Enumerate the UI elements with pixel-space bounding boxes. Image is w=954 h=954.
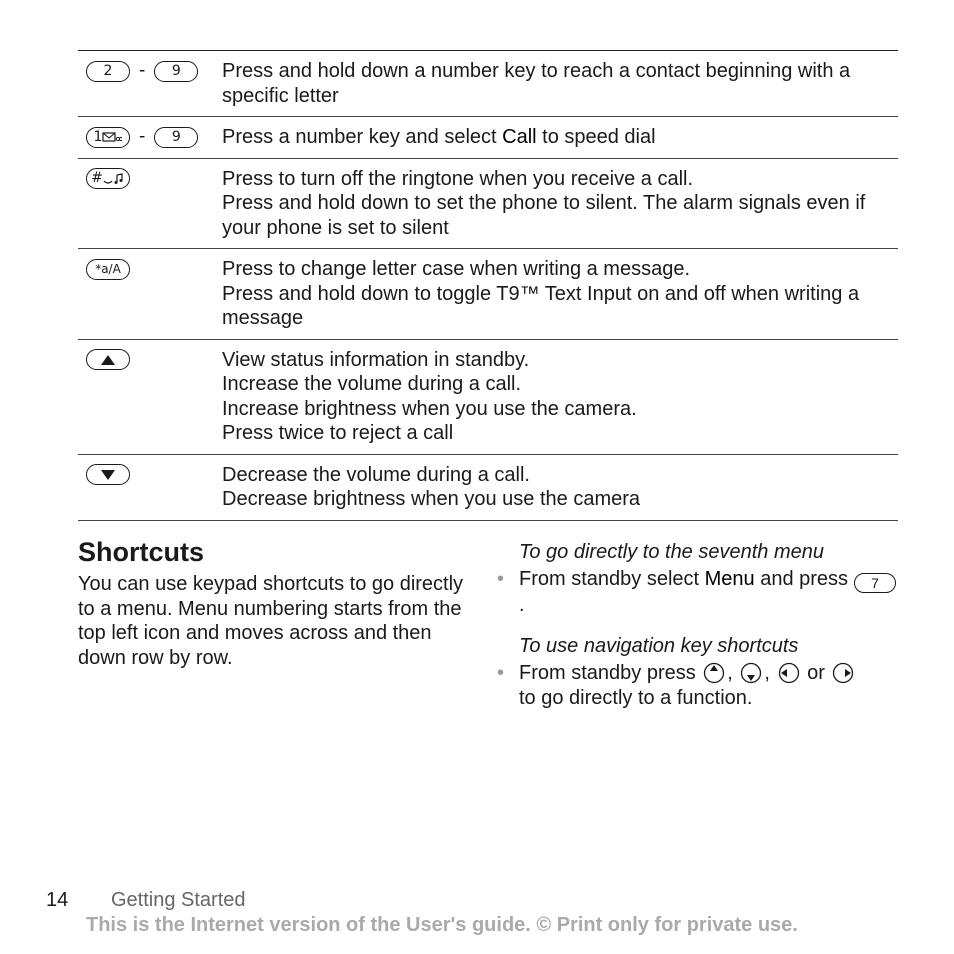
shortcuts-description: You can use keypad shortcuts to go directly to a menu. Menu numbering starts from the top left icon and moves across and then down row by row. (78, 573, 464, 669)
down-arrow-key-icon (86, 464, 130, 485)
nav-right-icon (832, 662, 854, 684)
step-post: . (519, 594, 525, 617)
shortcuts-heading: Shortcuts (78, 537, 205, 567)
row-description: Increase the volume during a call. (222, 373, 522, 395)
section-name: Getting Started (111, 889, 246, 911)
page-number: 14 (46, 889, 69, 911)
step-pre: From standby press (519, 662, 696, 684)
instruction-step-seventh-menu (497, 567, 897, 618)
hash-silent-icon (86, 168, 130, 189)
row-description: Press to turn off the ringtone when you receive a call. (222, 167, 694, 190)
up-arrow-key-icon (86, 349, 130, 370)
footer-disclaimer: This is the Internet version of the User's guide. © Print only for private use. (86, 914, 798, 936)
silent-mode-icon (103, 173, 125, 185)
row-description: Decrease brightness when you use the camera (222, 488, 641, 510)
key-cell (86, 168, 130, 190)
instruction-title-seventh-menu: To go directly to the seventh menu (519, 541, 824, 563)
step-post: to go directly to a function. (519, 686, 753, 709)
key-7-icon: 7 (854, 573, 896, 593)
envelope-icon (102, 131, 122, 143)
desc-post: to speed dial (536, 126, 656, 148)
key-1-voicemail-icon (86, 127, 130, 148)
key-9-icon: 9 (154, 61, 198, 82)
row-description: Press to change letter case when writing a message. (222, 258, 691, 280)
or-word: or (807, 662, 825, 684)
key-cell (86, 464, 130, 486)
nav-left-icon (778, 662, 800, 684)
key-cell (86, 258, 130, 280)
instruction-step-nav-shortcuts (497, 661, 897, 710)
table-row (78, 117, 898, 159)
key-2-icon: 2 (86, 61, 130, 82)
table-row (78, 159, 898, 250)
key-cell (86, 126, 198, 148)
row-description: Press and hold down a number key to reach a contact beginning with a specific letter (222, 60, 851, 107)
bullet-dot-icon: • (497, 568, 505, 590)
row-description (222, 125, 898, 150)
call-keyword: Call (502, 126, 537, 148)
star-case-key-icon: *a/A (86, 259, 130, 280)
row-description: Increase brightness when you use the camera. (222, 397, 637, 420)
range-dash: - (139, 125, 146, 147)
row-description: Decrease the volume during a call. (222, 463, 530, 486)
nav-up-icon (703, 662, 725, 684)
range-dash: - (139, 59, 146, 81)
table-row (78, 340, 898, 455)
row-description: View status information in standby. (222, 348, 530, 371)
step-mid: and press (754, 568, 849, 590)
table-row (78, 455, 898, 521)
desc-pre: Press a number key and select (222, 126, 503, 148)
table-row (78, 249, 898, 340)
instruction-title-nav-shortcuts: To use navigation key shortcuts (519, 635, 799, 657)
comma: , (727, 662, 733, 684)
table-row (78, 51, 898, 117)
nav-down-icon (740, 662, 762, 684)
key-cell (86, 349, 130, 371)
menu-keyword: Menu (704, 568, 755, 590)
row-description: Press and hold down to set the phone to silent. The alarm signals even if your phone is set to silent (222, 192, 866, 239)
key-function-table (78, 50, 898, 521)
bullet-dot-icon: • (497, 662, 505, 684)
comma: , (764, 662, 770, 684)
key-1-label: 1 (93, 128, 103, 145)
key-cell (86, 60, 198, 82)
hash-label: # (91, 170, 103, 187)
key-9-icon: 9 (154, 127, 198, 148)
row-description: Press and hold down to toggle T9™ Text Input on and off when writing a message (222, 282, 860, 329)
step-pre: From standby select (519, 568, 705, 590)
row-description: Press twice to reject a call (222, 422, 454, 444)
